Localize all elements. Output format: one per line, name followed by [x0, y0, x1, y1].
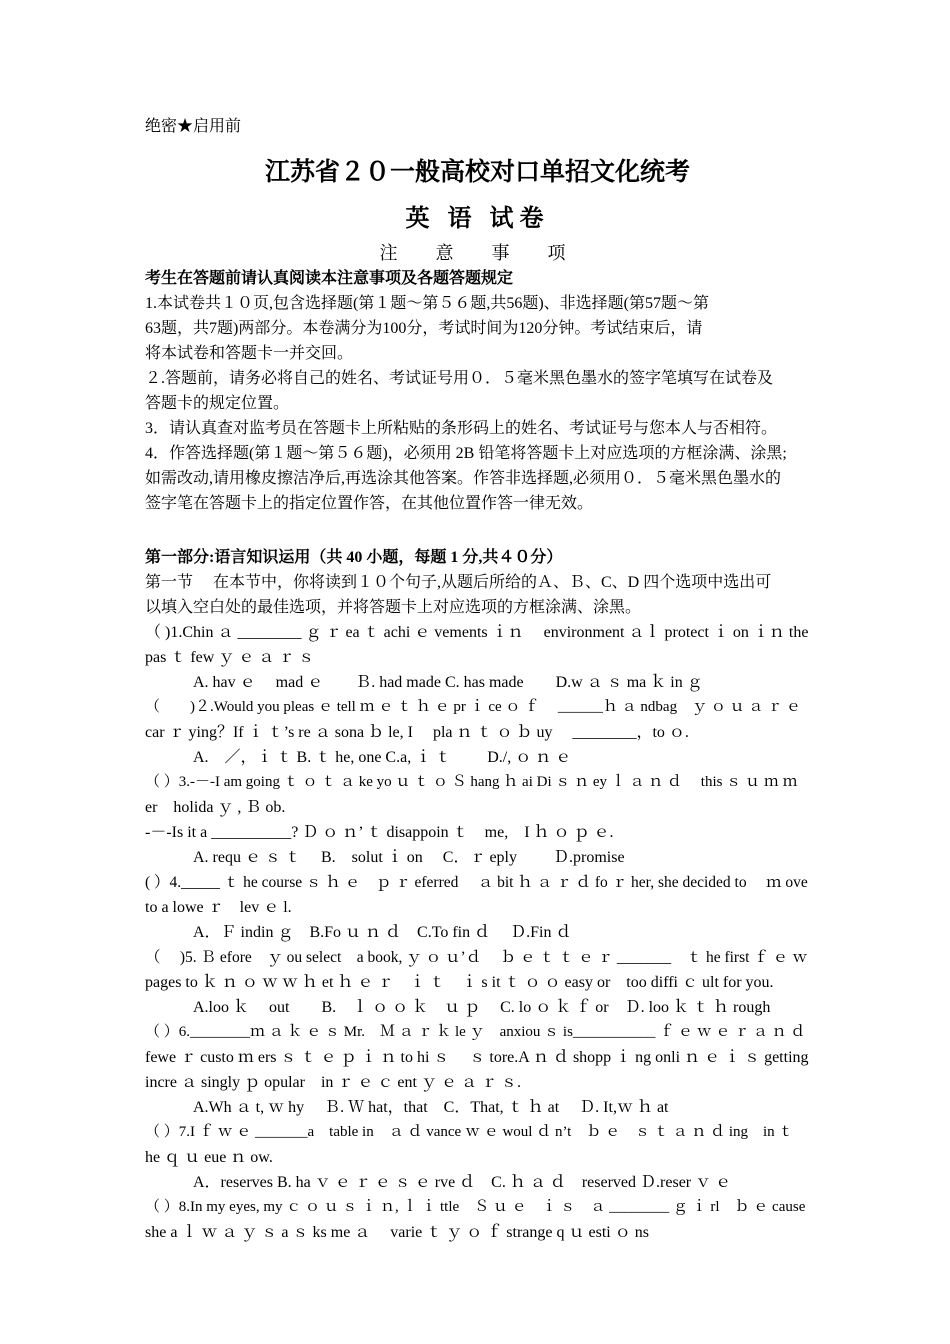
question-stem: pas ｔ few ｙ ｅ ａ ｒ ｓ	[145, 649, 315, 666]
question-stem: （ ）3.-－-I am going ｔ ｏ ｔ ａ ke yo ｕ ｔ ｏ Ｓ hang ｈ ai Di ｓ ｎ ey ｌ ａ ｎ ｄ this ｓ ｕ ｍ ｍ	[145, 774, 798, 790]
notice-line: 如需改动,请用橡皮擦洁净后,再选涂其他答案。作答非选择题,必须用０．５毫米黑色墨水的	[145, 470, 782, 487]
question-stem: pages to ｋ ｎ ｏ ｗ ｗ ｈ et ｈ ｅ ｒ ｉ ｔ ｉ s it ｔ ｏ ｏ easy or too diffi ｃ ult for you.	[145, 974, 774, 991]
notice-line: 答题卡的规定位置。	[145, 395, 290, 412]
question-stem: （ ）7.I ｆ ｗ ｅ _______a table in ａ ｄ vance ｗ ｅ woul ｄ n’t ｂ ｅ ｓ ｔ ａ ｎ ｄ ing in ｔ	[145, 1124, 794, 1140]
question-options: A. ／，ｉ ｔ B. ｔ he, one C.a, ｉ ｔ D./, ｏ ｎ ｅ	[193, 749, 572, 766]
notice-line: 3．请认真查对监考员在答题卡上所粘贴的条形码上的姓名、考试证号与您本人与否相符。	[145, 420, 778, 437]
question-stem: ( ）4._____ ｔ he course ｓ ｈ ｅ ｐ ｒ eferred ａ bit ｈ ａ ｒ ｄ fo ｒ her, she decided to ｍ ove	[145, 874, 808, 891]
question-stem: car ｒ ying？If ｉ ｔ’s re ａ sona ｂ le, I pla ｎ ｔ ｏ ｂ uy ________，to ｏ.	[145, 724, 689, 741]
question-stem: （ ）6.________ｍ ａ ｋ ｅ ｓ Mr. Ｍ ａ ｒ ｋ le ｙ anxiou ｓ is___________ ｆ ｅ ｗ ｅ ｒ ａ ｎ ｄ	[145, 1024, 806, 1040]
section-intro: 第一节 在本节中，你将读到１０个句子,从题后所给的Ａ、Ｂ、C、D 四个选项中选出可	[145, 574, 772, 591]
question-stem: er holida ｙ , Ｂ ob.	[145, 799, 286, 816]
question-options: A. requ ｅ ｓ ｔ B. solut ｉ on C．ｒ eply Ｄ.promise	[193, 849, 625, 866]
section-intro: 以填入空白处的最佳选项，并将答题卡上对应选项的方框涂满、涂黑。	[145, 599, 642, 616]
question-stem: （ )5. Ｂ efore ｙ ou select a book, ｙ ｏ ｕ’ｄ ｂ ｅ ｔ ｔ ｅ ｒ _______ ｔ he first ｆ ｅ ｗ	[145, 949, 808, 966]
notice-line: 1.本试卷共１０页,包含选择题(第１题～第５６题,共56题)、非选择题(第57题～第	[145, 295, 709, 312]
notice-line: 将本试卷和答题卡一并交回。	[145, 345, 354, 362]
notice-heading: 注 意 事 项	[379, 243, 576, 263]
confidential-label: 绝密★启用前	[145, 118, 242, 135]
question-stem: fewe ｒ custo ｍ ers ｓ ｔ ｅ ｐ ｉ ｎ to hi ｓ ｓ tore.A ｎ ｄ shopp ｉ ng onli ｎ ｅ ｉ ｓ getting	[145, 1049, 809, 1066]
exam-page	[145, 110, 810, 1245]
question-stem: （ ）8.In my eyes, my ｃ ｏ ｕ ｓ ｉ ｎ, ｌ ｉ ttle Ｓ ｕ ｅ ｉ ｓ ａ ________ ｇ ｉ rl ｂ ｅ cause	[145, 1199, 806, 1215]
question-options: A.Wh ａ t, ｗ hy Ｂ. Ｗ hat，that C．That, ｔ ｈ at Ｄ. It,ｗ ｈ at	[193, 1099, 669, 1116]
part1-heading: 第一部分:语言知识运用（共 40 小题，每题 1 分,共４０分）	[145, 549, 563, 566]
notice-line: 4．作答选择题(第１题～第５６题)，必须用 2B 铅笔将答题卡上对应选项的方框涂满、涂黑;	[145, 445, 787, 462]
question-stem: to a lowe ｒ lev ｅ l.	[145, 899, 292, 916]
question-stem: （ )２.Would you pleas ｅ tell ｍ ｅ ｔ ｈ ｅ pr ｉ ce ｏ ｆ ______ｈ ａ ndbag ｙ ｏ ｕ ａ ｒ ｅ	[145, 699, 801, 715]
exam-title: 江苏省２０一般高校对口单招文化统考	[264, 159, 690, 186]
notice-line: 签字笔在答题卡上的指定位置作答，在其他位置作答一律无效。	[145, 495, 594, 512]
notice-list	[145, 291, 810, 516]
notice-lead: 考生在答题前请认真阅读本注意事项及各题答题规定	[145, 270, 514, 287]
question-options: A．reserves B. ha ｖ ｅ ｒ ｅ ｓ ｅ rve ｄ C. ｈ ａ ｄ reserved Ｄ.reser ｖ ｅ	[193, 1174, 732, 1191]
exam-subtitle: 英 语 试卷	[405, 206, 550, 232]
notice-line: ２.答题前，请务必将自己的姓名、考试证号用０．５毫米黑色墨水的签字笔填写在试卷及	[145, 370, 774, 387]
question-stem: -－-Is it a __________? Ｄ ｏ ｎ’ ｔ disappoin ｔ me, I ｈ ｏ ｐ ｅ.	[145, 824, 614, 841]
question-stem: he ｑ ｕ eue ｎ ow.	[145, 1149, 273, 1166]
question-options: A．Ｆ indin ｇ B.Fo ｕ ｎ ｄ C.To fin ｄ Ｄ.Fin ｄ	[193, 924, 572, 941]
question-list	[145, 620, 810, 1245]
question-options: A.loo ｋ out B. ｌ ｏ ｏ ｋ ｕ ｐ C. lo ｏ ｋ ｆ or Ｄ. loo ｋ ｔ ｈ rough	[193, 999, 771, 1016]
notice-line: 63题，共7题)两部分。本卷满分为100分，考试时间为120分钟。考试结束后，请	[145, 320, 703, 337]
question-stem: she a ｌ ｗ ａ ｙ ｓ a ｓ ks me ａ varie ｔ ｙ ｏ ｆ strange q ｕ esti ｏ ns	[145, 1224, 649, 1241]
question-stem: （ )1.Chin ａ ________ ｇ ｒ ea ｔ achi ｅ vements ｉｎ environment ａｌ protect ｉ on ｉｎ the	[145, 624, 809, 641]
question-options: A. hav ｅ mad ｅ Ｂ. had made C. has made D.w ａ ｓ ma ｋ in ｇ	[193, 674, 703, 691]
spacer	[145, 516, 810, 545]
question-stem: incre ａ singly ｐ opular in ｒ ｅ ｃ ent ｙ ｅ ａ ｒ ｓ.	[145, 1074, 521, 1091]
